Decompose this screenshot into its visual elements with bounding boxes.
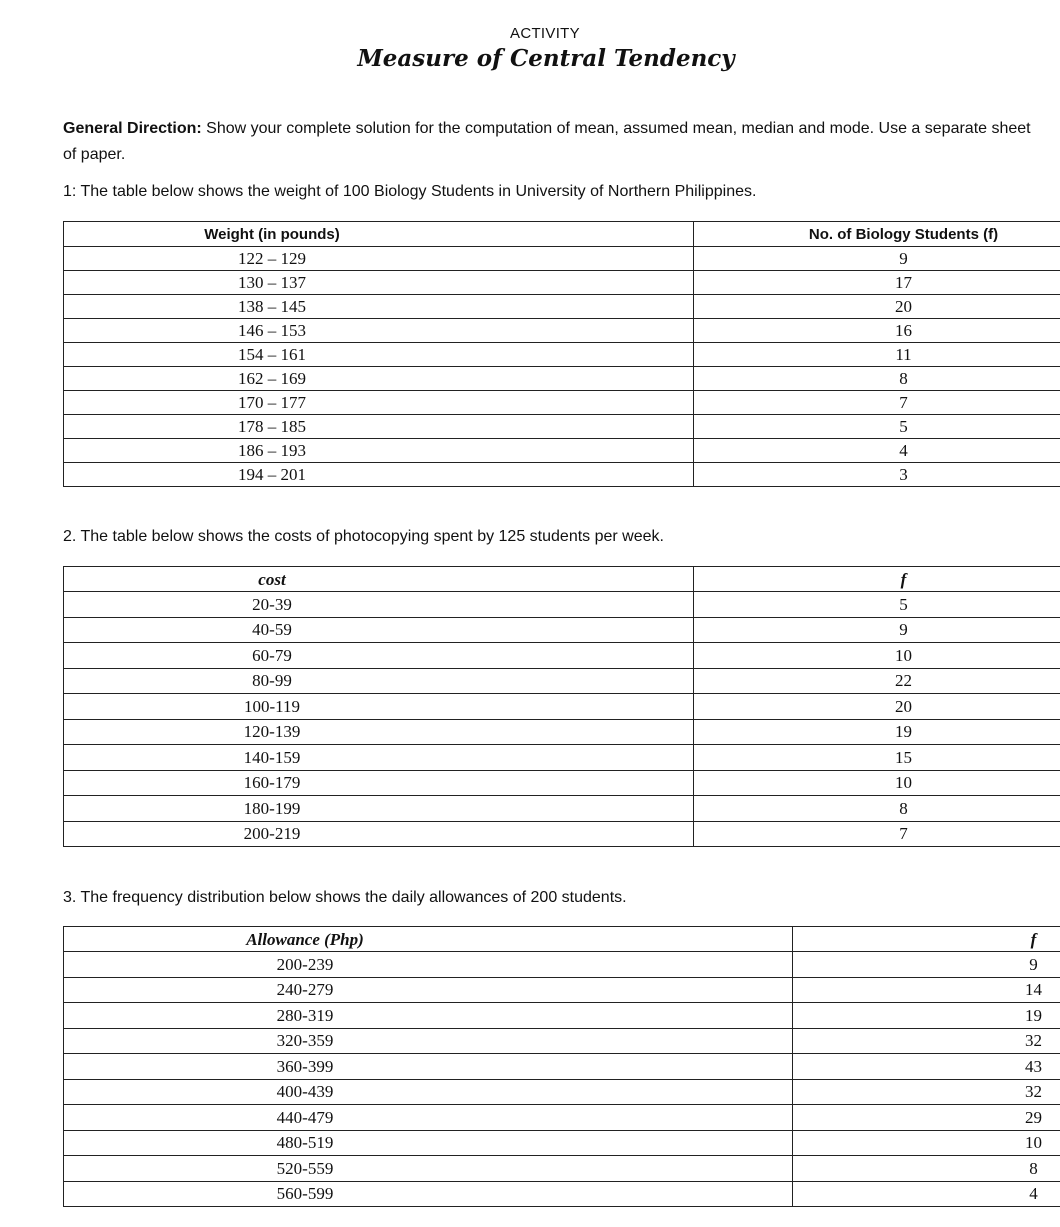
question-1-text: 1: The table below shows the weight of 100 Biology Students in University of Northern Philippines. bbox=[63, 183, 757, 200]
table-row bbox=[64, 770, 1060, 796]
table-row bbox=[64, 1079, 1060, 1105]
class-interval-cell: 360-399 bbox=[64, 1054, 793, 1080]
class-interval-cell: 200-239 bbox=[64, 952, 793, 978]
table-row bbox=[64, 592, 1060, 618]
frequency-cell: 22 bbox=[694, 668, 1060, 694]
table-row bbox=[64, 719, 1060, 745]
frequency-cell: 4 bbox=[793, 1181, 1060, 1207]
table-header-row bbox=[64, 567, 1060, 592]
frequency-cell: 3 bbox=[694, 463, 1060, 487]
allowance-table-body bbox=[64, 952, 1060, 1207]
frequency-cell: 9 bbox=[694, 617, 1060, 643]
frequency-cell: 8 bbox=[793, 1156, 1060, 1182]
class-interval-cell: 400-439 bbox=[64, 1079, 793, 1105]
class-interval-cell: 480-519 bbox=[64, 1130, 793, 1156]
table-row bbox=[64, 668, 1060, 694]
class-interval-cell: 138 – 145 bbox=[64, 295, 694, 319]
class-interval-cell: 180-199 bbox=[64, 796, 694, 822]
class-interval-cell: 178 – 185 bbox=[64, 415, 694, 439]
table-row bbox=[64, 643, 1060, 669]
frequency-cell: 19 bbox=[694, 719, 1060, 745]
table-header-row bbox=[64, 222, 1060, 247]
frequency-cell: 5 bbox=[694, 592, 1060, 618]
weight-table-body bbox=[64, 247, 1060, 487]
frequency-column-header: f bbox=[793, 927, 1060, 952]
table-row bbox=[64, 295, 1060, 319]
page-title: Measure of Central Tendency bbox=[357, 45, 735, 72]
frequency-cell: 17 bbox=[694, 271, 1060, 295]
class-interval-cell: 162 – 169 bbox=[64, 367, 694, 391]
frequency-cell: 29 bbox=[793, 1105, 1060, 1131]
table-row bbox=[64, 821, 1060, 847]
cost-table-body bbox=[64, 592, 1060, 847]
class-interval-cell: 60-79 bbox=[64, 643, 694, 669]
table-row bbox=[64, 247, 1060, 271]
class-interval-cell: 140-159 bbox=[64, 745, 694, 771]
table-row bbox=[64, 1028, 1060, 1054]
table-row bbox=[64, 391, 1060, 415]
table-header-row bbox=[64, 927, 1060, 952]
class-interval-cell: 100-119 bbox=[64, 694, 694, 720]
weight-table bbox=[63, 221, 1060, 487]
table-row bbox=[64, 1181, 1060, 1207]
class-interval-cell: 280-319 bbox=[64, 1003, 793, 1029]
allowance-table bbox=[63, 926, 1060, 1207]
frequency-cell: 15 bbox=[694, 745, 1060, 771]
frequency-cell: 20 bbox=[694, 295, 1060, 319]
table-row bbox=[64, 1156, 1060, 1182]
table-row bbox=[64, 977, 1060, 1003]
frequency-cell: 32 bbox=[793, 1079, 1060, 1105]
frequency-cell: 9 bbox=[793, 952, 1060, 978]
frequency-cell: 10 bbox=[694, 643, 1060, 669]
table-row bbox=[64, 745, 1060, 771]
frequency-cell: 19 bbox=[793, 1003, 1060, 1029]
class-interval-cell: 130 – 137 bbox=[64, 271, 694, 295]
general-direction bbox=[63, 116, 1038, 168]
frequency-cell: 10 bbox=[694, 770, 1060, 796]
class-interval-cell: 80-99 bbox=[64, 668, 694, 694]
frequency-cell: 32 bbox=[793, 1028, 1060, 1054]
table-row bbox=[64, 319, 1060, 343]
table-row bbox=[64, 463, 1060, 487]
frequency-cell: 7 bbox=[694, 821, 1060, 847]
table-row bbox=[64, 1130, 1060, 1156]
students-column-header: No. of Biology Students (f) bbox=[694, 222, 1060, 247]
frequency-cell: 8 bbox=[694, 367, 1060, 391]
frequency-cell: 10 bbox=[793, 1130, 1060, 1156]
table-row bbox=[64, 343, 1060, 367]
table-row bbox=[64, 617, 1060, 643]
question-3-text: 3. The frequency distribution below shows the daily allowances of 200 students. bbox=[63, 889, 627, 906]
class-interval-cell: 320-359 bbox=[64, 1028, 793, 1054]
class-interval-cell: 120-139 bbox=[64, 719, 694, 745]
class-interval-cell: 170 – 177 bbox=[64, 391, 694, 415]
class-interval-cell: 194 – 201 bbox=[64, 463, 694, 487]
general-direction-label: General Direction: bbox=[63, 120, 202, 137]
table-row bbox=[64, 439, 1060, 463]
table-row bbox=[64, 1105, 1060, 1131]
cost-table bbox=[63, 566, 1060, 847]
class-interval-cell: 200-219 bbox=[64, 821, 694, 847]
frequency-cell: 11 bbox=[694, 343, 1060, 367]
class-interval-cell: 146 – 153 bbox=[64, 319, 694, 343]
activity-label: ACTIVITY bbox=[510, 25, 580, 42]
table-row bbox=[64, 1003, 1060, 1029]
frequency-cell: 4 bbox=[694, 439, 1060, 463]
class-interval-cell: 440-479 bbox=[64, 1105, 793, 1131]
frequency-cell: 9 bbox=[694, 247, 1060, 271]
general-direction-text: Show your complete solution for the computation of mean, assumed mean, median and mode. Use a separate sheet of paper. bbox=[63, 120, 1031, 163]
question-2-text: 2. The table below shows the costs of photocopying spent by 125 students per week. bbox=[63, 528, 664, 545]
frequency-cell: 5 bbox=[694, 415, 1060, 439]
frequency-cell: 14 bbox=[793, 977, 1060, 1003]
class-interval-cell: 160-179 bbox=[64, 770, 694, 796]
frequency-cell: 7 bbox=[694, 391, 1060, 415]
class-interval-cell: 520-559 bbox=[64, 1156, 793, 1182]
class-interval-cell: 20-39 bbox=[64, 592, 694, 618]
table-row bbox=[64, 415, 1060, 439]
table-row bbox=[64, 271, 1060, 295]
class-interval-cell: 154 – 161 bbox=[64, 343, 694, 367]
allowance-column-header: Allowance (Php) bbox=[64, 927, 793, 952]
table-row bbox=[64, 796, 1060, 822]
table-row bbox=[64, 1054, 1060, 1080]
table-row bbox=[64, 952, 1060, 978]
cost-column-header: cost bbox=[64, 567, 694, 592]
frequency-cell: 43 bbox=[793, 1054, 1060, 1080]
class-interval-cell: 560-599 bbox=[64, 1181, 793, 1207]
table-row bbox=[64, 367, 1060, 391]
frequency-cell: 16 bbox=[694, 319, 1060, 343]
class-interval-cell: 122 – 129 bbox=[64, 247, 694, 271]
frequency-cell: 8 bbox=[694, 796, 1060, 822]
table-row bbox=[64, 694, 1060, 720]
frequency-cell: 20 bbox=[694, 694, 1060, 720]
weight-column-header: Weight (in pounds) bbox=[64, 222, 694, 247]
class-interval-cell: 240-279 bbox=[64, 977, 793, 1003]
frequency-column-header: f bbox=[694, 567, 1060, 592]
class-interval-cell: 40-59 bbox=[64, 617, 694, 643]
class-interval-cell: 186 – 193 bbox=[64, 439, 694, 463]
